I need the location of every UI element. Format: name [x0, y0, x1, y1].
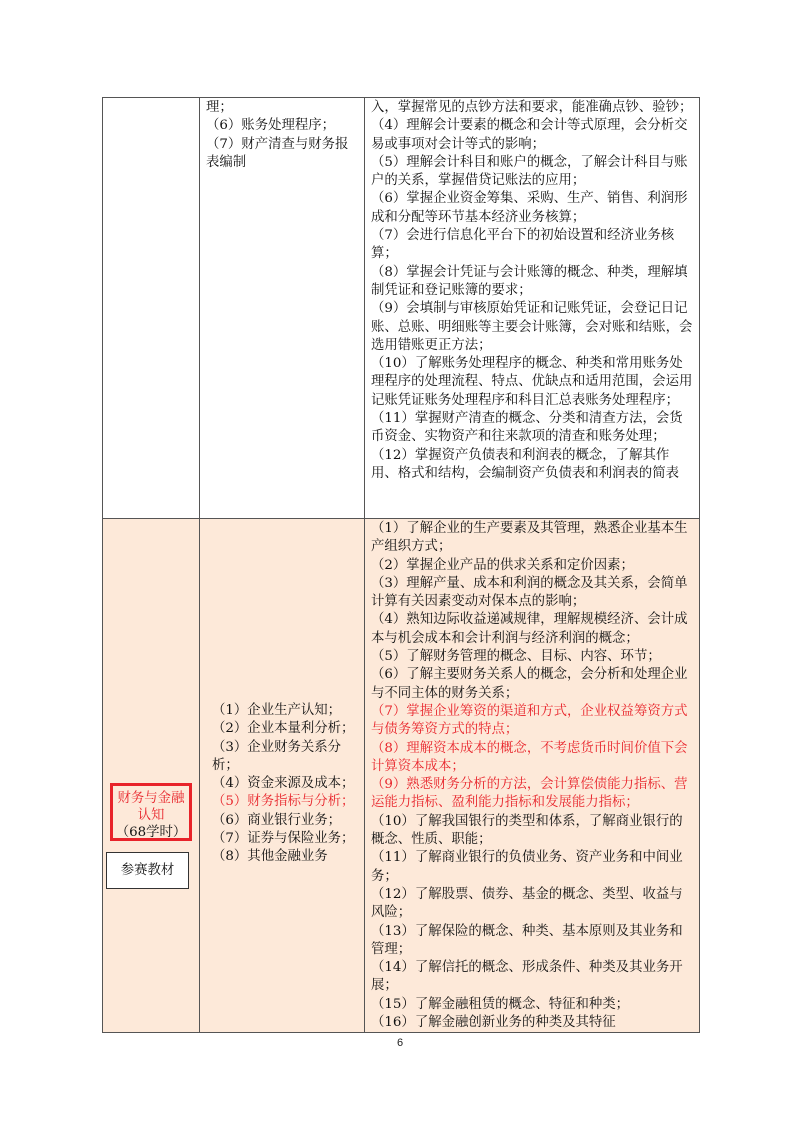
objective-item: （4）熟知边际收益递减规律，理解规模经济、会计成本与机会成本和会计利润与经济利润的概念；	[371, 612, 688, 646]
objective-item: （10）了解账务处理程序的概念、种类和常用账务处理程序的处理流程、特点、优缺点和适用范围，会运用记账凭证账务处理程序和科目汇总表账务处理程序；	[371, 356, 693, 408]
topic-item: （3）企业财务关系分析；	[212, 739, 342, 773]
topic-item: （2）企业本量利分析；	[212, 721, 355, 737]
objectives-cell	[365, 519, 700, 1033]
page-number: 6	[396, 1037, 404, 1049]
table-row	[103, 519, 700, 1033]
objective-item: 入，掌握常见的点钞方法和要求，能准确点钞、验钞；	[371, 100, 693, 115]
table-row	[103, 98, 700, 519]
course-hours: （68学时）	[115, 825, 187, 840]
objective-item: （12）掌握资产负债表和利润表的概念，了解其作用、格式和结构，会编制资产负债表和利润表的简表	[371, 447, 679, 481]
course-name: 财务与金融认知	[117, 791, 185, 823]
topic-item: （6）商业银行业务；	[212, 812, 342, 828]
objective-item: （15）了解金融租赁的概念、特征和种类；	[371, 996, 630, 1012]
objective-item: （7）掌握企业筹资的渠道和方式，企业权益筹资方式与债务筹资方式的特点；	[371, 703, 688, 738]
topic-item: 理；	[206, 100, 233, 115]
objective-item: （8）理解资本成本的概念，不考虑货币时间价值下会计算资本成本；	[371, 740, 688, 774]
objectives-cell	[365, 98, 700, 519]
objective-item: （11）了解商业银行的负债业务、资产业务和中间业务；	[371, 850, 683, 884]
objective-item: （6）了解主要财务关系人的概念，会分析和处理企业与不同主体的财务关系；	[371, 667, 688, 701]
topics-cell	[200, 519, 365, 1033]
objectives-list	[365, 98, 699, 483]
objective-item: （9）会填制与审核原始凭证和记账凭证，会登记日记账、总账、明细账等主要会计账簿，会对账和结账，会选用错账更正方法；	[371, 301, 693, 353]
topics-list	[200, 519, 364, 867]
topic-item: （7）证券与保险业务；	[212, 831, 355, 847]
topic-item: （7）财产清查与财务报表编制	[206, 136, 349, 170]
course-cell	[103, 98, 200, 519]
objective-item: （8）掌握会计凭证与会计账簿的概念、种类，理解填制凭证和登记账簿的要求；	[371, 264, 688, 298]
objective-item: （12）了解股票、债券、基金的概念、类型、收益与风险；	[371, 886, 683, 921]
topic-item: （8）其他金融业务	[212, 849, 328, 865]
objective-item: （5）理解会计科目和账户的概念，了解会计科目与账户的关系，掌握借贷记账法的应用；	[371, 154, 688, 189]
curriculum-table	[102, 97, 700, 1033]
objective-item: （13）了解保险的概念、种类、基本原则及其业务和管理；	[371, 923, 683, 957]
objective-item: （6）掌握企业资金筹集、采购、生产、销售、利润形成和分配等环节基本经济业务核算；	[371, 191, 688, 225]
competition-material-label: 参赛教材	[106, 852, 189, 889]
objective-item: （14）了解信托的概念、形成条件、种类及其业务开展；	[371, 960, 683, 994]
topic-item: （6）账务处理程序；	[206, 118, 336, 134]
objective-item: （7）会进行信息化平台下的初始设置和经济业务核算；	[371, 228, 675, 262]
course-name-box	[110, 783, 192, 841]
objective-item: （9）熟悉财务分析的方法，会计算偿债能力指标、营运能力指标、盈利能力指标和发展能力指标；	[371, 777, 688, 811]
course-cell	[103, 519, 200, 1033]
objective-item: （5）了解财务管理的概念、目标、内容、环节；	[371, 649, 661, 665]
objective-item: （2）掌握企业产品的供求关系和定价因素；	[371, 557, 634, 573]
objective-item: （10）了解我国银行的类型和体系，了解商业银行的概念、性质、职能；	[371, 813, 683, 848]
topics-list	[200, 98, 364, 172]
topic-item: （5）财务指标与分析；	[212, 794, 355, 810]
topics-cell	[200, 98, 365, 519]
objective-item: （4）理解会计要素的概念和会计等式原理，会分析交易或事项对会计等式的影响；	[371, 118, 688, 152]
objective-item: （1）了解企业的生产要素及其管理，熟悉企业基本生产组织方式；	[371, 521, 688, 555]
objective-item: （16）了解金融创新业务的种类及其特征	[371, 1015, 616, 1031]
objective-item: （3）理解产量、成本和利润的概念及其关系，会简单计算有关因素变动对保本点的影响；	[371, 575, 688, 610]
objectives-list	[365, 519, 699, 1032]
topic-item: （1）企业生产认知；	[212, 703, 342, 718]
topic-item: （4）资金来源及成本；	[212, 776, 355, 792]
objective-item: （11）掌握财产清查的概念、分类和清查方法，会货币资金、实物资产和往来款项的清查和账务处理；	[371, 411, 683, 445]
